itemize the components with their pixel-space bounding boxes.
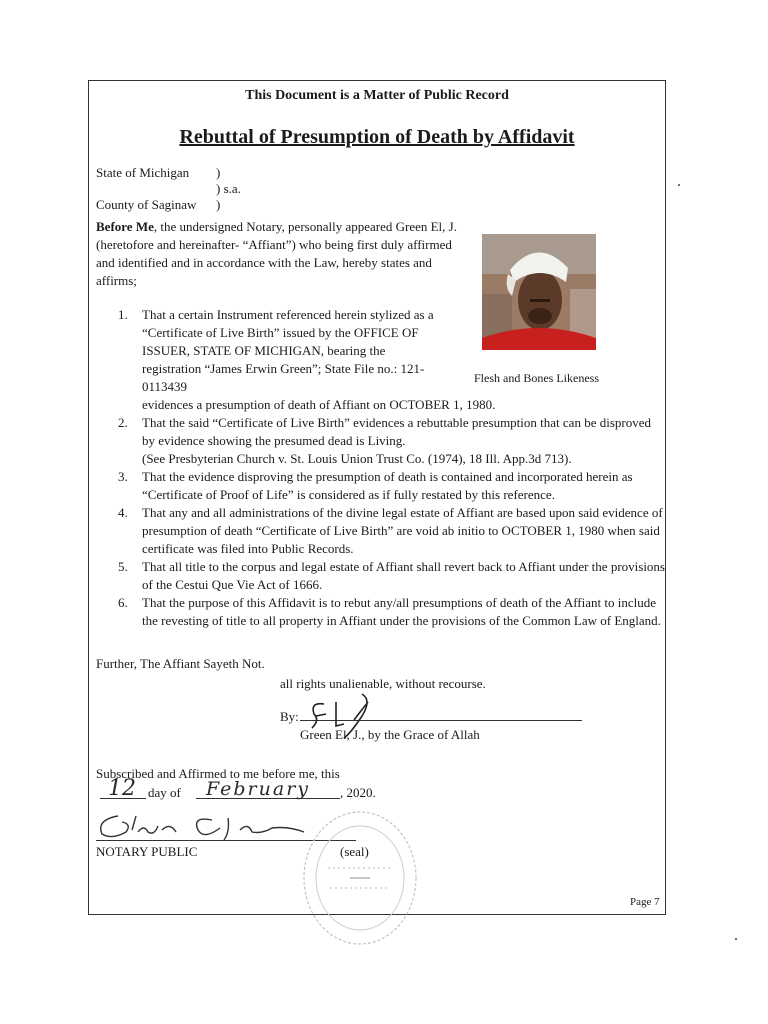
item-text: That all title to the corpus and legal estate of Affiant shall revert back to Affiant under the provisions of the Cestui Que Vie Act of 1666. (142, 559, 665, 592)
list-item (110, 414, 665, 468)
intro-text: , the undersigned Notary, personally appeared Green El, J. (heretofore and hereinafter- “Affiant”) who being first duly affirmed and identified and in accordance with the Law, hereby states and affirms; (96, 219, 457, 288)
by-label: By: (280, 709, 299, 724)
venue-paren-1: ) (216, 165, 221, 180)
venue-sa: ) s.a. (216, 181, 241, 196)
item-text: That the purpose of this Affidavit is to rebut any/all presumptions of death of the Affiant to include the revesting of title to all property in Affiant under the provisions of the Common Law of England. (142, 595, 661, 628)
seal-label: (seal) (340, 844, 369, 859)
affirmations-list (110, 306, 665, 630)
document-title: Rebuttal of Presumption of Death by Affidavit (179, 126, 575, 148)
item-number: 4. (118, 505, 128, 520)
item-number: 6. (118, 595, 128, 610)
item-text: That the said “Certificate of Live Birth” evidences a rebuttable presumption that can be disproved by evidence showing the presumed dead is Living. (142, 415, 651, 448)
page-number: Page 7 (630, 896, 660, 908)
public-record-header: This Document is a Matter of Public Record (245, 88, 509, 103)
list-item (110, 558, 665, 594)
year-text: , 2020. (340, 785, 376, 800)
day-value: 12 (108, 776, 136, 801)
list-item (110, 594, 665, 630)
month-value: February (206, 778, 311, 800)
item-text: That a certain Instrument referenced herein stylized as a “Certificate of Live Birth” issued by the OFFICE OF ISSUER, STATE OF MICHIGAN, bearing the registration “James Erwin Green”; State File no.: 121-0113439 (142, 307, 434, 394)
speck (678, 184, 680, 186)
list-item (110, 306, 665, 414)
rights-statement: all rights unalienable, without recourse. (280, 676, 486, 691)
intro-bold: Before Me (96, 219, 154, 234)
notary-public-label: NOTARY PUBLIC (96, 844, 198, 859)
notary-seal (300, 808, 420, 948)
further-statement: Further, The Affiant Sayeth Not. (96, 656, 265, 671)
item-number: 1. (118, 307, 128, 322)
day-label: day of (148, 785, 181, 800)
item-text-continued: evidences a presumption of death of Affiant on OCTOBER 1, 1980. (142, 397, 496, 412)
item-number: 2. (118, 415, 128, 430)
venue-county: County of Saginaw (96, 197, 197, 212)
list-item (110, 504, 665, 558)
item-text: That any and all administrations of the divine legal estate of Affiant are based upon said evidence of presumption of death “Certificate of Live Birth” are void ab initio to OCTOBER 1, 1980 when said certificate was filed into Public Records. (142, 505, 663, 556)
list-item (110, 468, 665, 504)
item-citation: (See Presbyterian Church v. St. Louis Union Trust Co. (1974), 18 Ill. App.3d 713). (142, 451, 572, 466)
venue-state: State of Michigan (96, 165, 190, 180)
item-text: That the evidence disproving the presumption of death is contained and incorporated herein as “Certificate of Proof of Life” is considered as if fully restated by this reference. (142, 469, 633, 502)
subscribed-statement: Subscribed and Affirmed to me before me, this (96, 766, 340, 781)
photo-caption: Flesh and Bones Likeness (474, 371, 599, 385)
speck (735, 938, 737, 940)
item-number: 3. (118, 469, 128, 484)
venue-paren-3: ) (216, 197, 221, 212)
intro-paragraph (96, 218, 466, 290)
item-number: 5. (118, 559, 128, 574)
signer-name: Green El, J., by the Grace of Allah (300, 727, 480, 742)
